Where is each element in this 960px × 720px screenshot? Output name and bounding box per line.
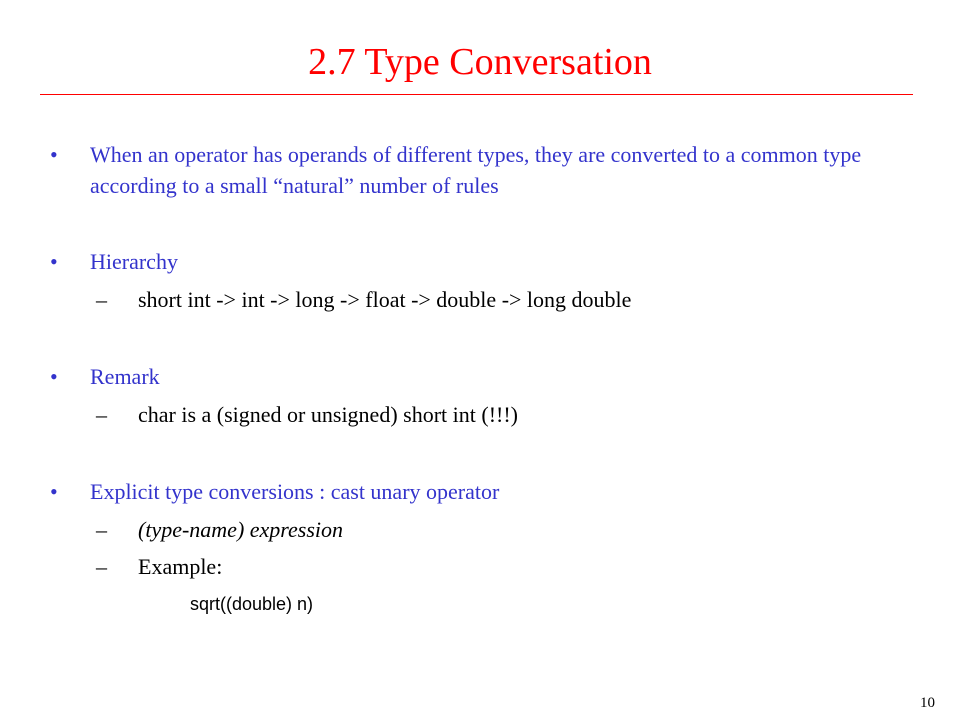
sub-text: short int -> int -> long -> float -> double -> long double <box>138 287 632 312</box>
bullet-marker: • <box>50 479 58 504</box>
bullet-marker: • <box>50 142 58 167</box>
bullet-text: Hierarchy <box>90 249 178 274</box>
sub-text: Example: <box>138 554 223 579</box>
bullet-marker: • <box>50 249 58 274</box>
bullet-text: Explicit type conversions : cast unary operator <box>90 479 500 504</box>
sub-marker: – <box>96 517 107 542</box>
bullet-text: Remark <box>90 364 160 389</box>
code-example: sqrt((double) n) <box>190 594 314 614</box>
sub-marker: – <box>96 287 107 312</box>
page-number: 10 <box>920 695 935 711</box>
sub-text: (type-name) expression <box>138 517 344 542</box>
sub-text: char is a (signed or unsigned) short int (!!!) <box>138 402 519 427</box>
slide-title: 2.7 Type Conversation <box>308 41 652 83</box>
title-divider <box>40 94 913 95</box>
bullet-marker: • <box>50 364 58 389</box>
bullet-text: When an operator has operands of different types, they are converted to a common type according to a small “natural” number of rules <box>90 142 862 198</box>
sub-marker: – <box>96 402 107 427</box>
sub-marker: – <box>96 554 107 579</box>
